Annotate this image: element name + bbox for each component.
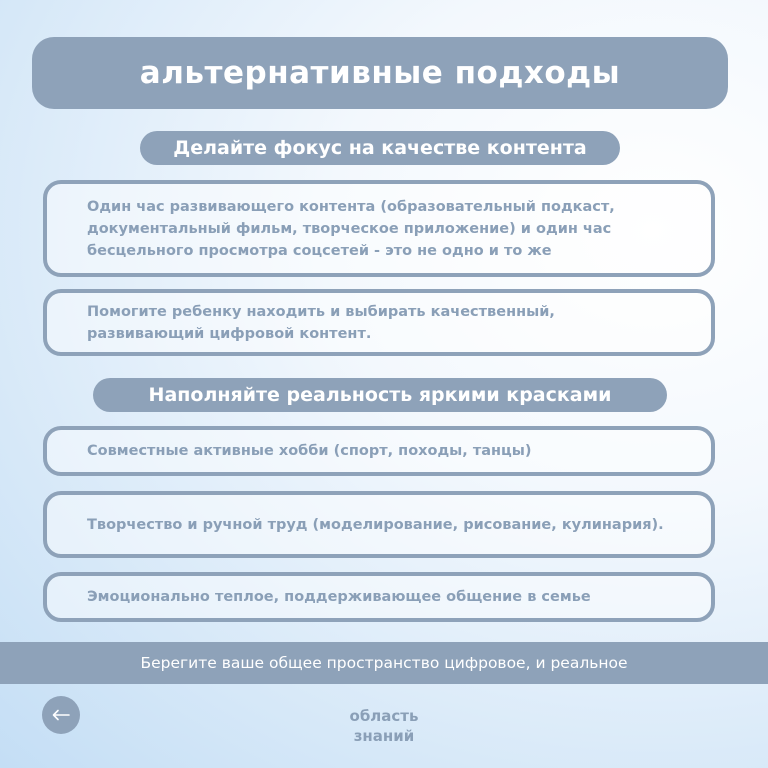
title-banner (32, 37, 728, 109)
page-title: альтернативные подходы (139, 55, 621, 91)
info-card-family-communication (43, 572, 715, 622)
section-heading-content-quality: Делайте фокус на качестве контента (140, 131, 620, 165)
info-card-text: Совместные активные хобби (спорт, походы, танцы) (87, 443, 532, 459)
info-card-active-hobbies (43, 426, 715, 476)
info-card-text: Один час развивающего контента (образовательный подкаст, документальный фильм, творческое приложение) и один час бесцельного просмотра соцсетей - это не одно и то же (87, 198, 615, 259)
info-card-text: Помогите ребенку находить и выбирать качественный, развивающий цифровой контент. (87, 303, 555, 342)
footer-note: Берегите ваше общее пространство цифровое, и реальное (140, 654, 628, 672)
footer-banner (0, 642, 768, 684)
info-card-text: Творчество и ручной труд (моделирование, рисование, кулинария). (87, 516, 664, 533)
brand-logo (300, 706, 468, 746)
logo-line-2: знаний (353, 727, 415, 745)
logo-line-1: область (349, 707, 419, 725)
info-card-content-comparison (43, 180, 715, 277)
back-button[interactable] (42, 696, 80, 734)
info-card-creativity (43, 491, 715, 558)
arrow-left-icon (52, 709, 70, 721)
section-heading-bright-reality: Наполняйте реальность яркими красками (93, 378, 667, 412)
info-card-text: Эмоционально теплое, поддерживающее общение в семье (87, 589, 591, 605)
info-card-help-child (43, 289, 715, 356)
